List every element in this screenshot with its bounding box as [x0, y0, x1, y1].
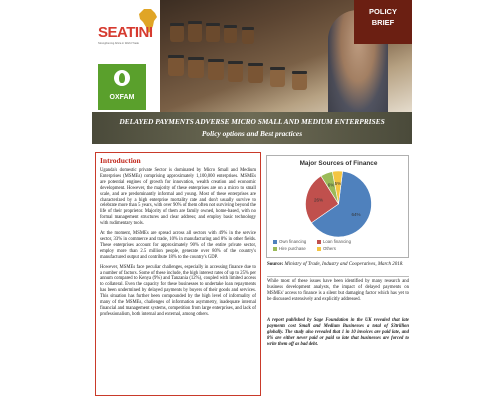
source-text: Ministry of Trade, Industry and Cooperatives, March 2018.	[284, 262, 404, 267]
pie-value-label: 64%	[351, 212, 361, 218]
oxfam-logo	[98, 64, 146, 110]
introduction-heading: Introduction	[100, 156, 141, 165]
legend-swatch	[273, 247, 277, 251]
introduction-box	[95, 152, 261, 396]
legend-swatch	[317, 247, 321, 251]
legend-label: Loan financing	[323, 239, 351, 244]
oxfam-wordmark: OXFAM	[109, 94, 135, 101]
seatini-tagline: Strengthening Africa in World Trade	[98, 42, 139, 45]
source-label: Source:	[267, 262, 284, 267]
divider	[267, 276, 409, 277]
chart-source	[267, 262, 409, 268]
oxfam-emblem-icon	[114, 70, 130, 86]
intro-paragraph-2: At the moment, MSMEs are spread across all sectors with 49% in the service sector, 33% in commerce and trade, 10% in manufacturing and 8% in other fields. These enterprises account for approximately 90% of the entire private sector, employ more than 2.5 million people, generate over 80% of the country's manufactured output and contribute 18% to the country's GDP.	[100, 231, 256, 260]
legend-swatch	[273, 240, 277, 244]
document-subtitle: Policy options and Best practices	[201, 129, 303, 138]
legend-label: Others	[323, 246, 336, 251]
brief-label-line2: BRIEF	[371, 18, 395, 27]
pie-value-label: 6%	[327, 182, 335, 188]
seatini-wordmark: SEATINI	[98, 24, 153, 41]
legend-label: Hire purchase	[279, 246, 306, 251]
legend-item-others	[317, 246, 336, 251]
intro-paragraph-1: Uganda's domestic private Sector is dominated by Micro Small and Medium Enterprises (MSMEs) comprising approximately 1,100,000 enterprises. MSMEs are potential engines of growth for innovation, wealth creation and economic development. However, the majority of these enterprises are on a micro to small scale, and are predominantly informal and young. Most of these enterprises are characterized by a high enterprise mortality rate and don't usually survive to celebrate more than 5 years, with over 90% of them often not surviving beyond the life of their proprietor. Majority of them are family owned, home-based, with no formal management structures and clear address; and employ basic technology with rudimentary tools.	[100, 168, 256, 227]
header	[92, 0, 412, 112]
legend-label: Own financing	[279, 239, 307, 244]
legend-item-own-financing	[273, 239, 306, 244]
finance-sources-chart	[266, 155, 409, 258]
legend-swatch	[317, 240, 321, 244]
document-title: DELAYED PAYMENTS ADVERSE MICRO SMALL AND MEDIUM ENTERPRISES	[119, 117, 385, 126]
sage-report-paragraph: A report published by Sage Foundation in the UK revealed that late payments cost Small and Medium Businesses a total of $3trillion globally. The study also revealed that 1 in 10 invoices are paid late, and 8% are either never paid or paid so late that businesses are forced to write them off as bad debt.	[267, 318, 409, 347]
pie-value-label: 5%	[334, 181, 342, 187]
header-photo	[160, 0, 412, 112]
intro-paragraph-3: However, MSMEs face peculiar challenges, especially in accessing finance due to a number of factors. Some of these include, the high interest rates of up to 25% per annum compared to Kenya (9%) and Tanzania (12%), coupled with limited access to collateral. Even the capacity for these businesses to undertake loan repayments has been undermined by delayed payments by buyers of their goods and services. This situation has further been compounded by the high level of informality of many of the MSMEs, challenges of information asymmetry, inadequate internal financial and management systems, competition from large enterprises, and lack of professionalism, both internal and external, among others.	[100, 264, 256, 317]
delayed-payments-paragraph: While most of these issues have been identified by many research and business development analysts, the impact of delayed payments on MSMEs' access to finance is a silent but damaging factor which has yet to be discussed extensively and explicitly addressed.	[267, 279, 409, 302]
seatini-logo	[94, 6, 158, 52]
policy-brief-page	[92, 0, 412, 400]
title-band	[92, 112, 412, 144]
legend-item-hire-purchase	[273, 246, 306, 251]
brief-label-line1: POLICY	[369, 7, 397, 16]
logo-column	[92, 0, 160, 112]
chart-title: Major Sources of Finance	[299, 160, 378, 167]
pie-value-label: 26%	[313, 197, 323, 203]
policy-brief-badge	[354, 0, 412, 44]
legend-item-loan-financing	[317, 239, 351, 244]
